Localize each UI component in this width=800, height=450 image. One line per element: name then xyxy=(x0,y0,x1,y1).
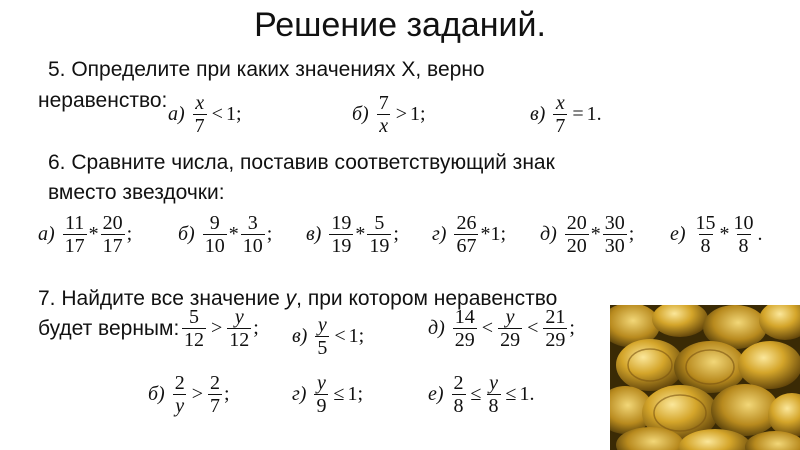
denominator: 19 xyxy=(369,235,390,257)
task6-text-line1: 6. Сравните числа, поставив соответствующий знак xyxy=(48,151,555,174)
relation: > xyxy=(191,383,203,405)
denominator: 29 xyxy=(454,329,475,351)
denominator: 30 xyxy=(604,235,625,257)
fraction-b xyxy=(101,212,125,257)
fraction-3 xyxy=(543,306,567,351)
end: ; xyxy=(253,317,259,339)
denominator: 20 xyxy=(566,235,587,257)
task7-d-label: д) xyxy=(428,317,445,339)
numerator: y xyxy=(489,372,498,394)
end: ; xyxy=(393,223,399,245)
fraction xyxy=(314,372,328,417)
star-and-rhs: *1; xyxy=(480,223,507,245)
fraction xyxy=(315,314,329,359)
numerator: 26 xyxy=(456,212,477,234)
task7-item-e xyxy=(428,372,535,417)
rhs: 1; xyxy=(410,103,426,125)
numerator: x xyxy=(555,92,565,114)
fraction-2 xyxy=(498,306,522,351)
star: * xyxy=(590,223,601,245)
task5-item-b xyxy=(352,92,426,137)
relation: > xyxy=(395,103,407,125)
relation: < xyxy=(334,325,346,347)
numerator: x xyxy=(195,92,205,114)
task7-item-g xyxy=(292,372,363,417)
task7-item-b xyxy=(148,372,230,417)
denominator: 7 xyxy=(194,115,205,137)
task7-text-start: 7. Найдите все значение xyxy=(38,287,286,310)
end: ; xyxy=(126,223,133,245)
task6-item-v xyxy=(306,212,399,257)
task5-b-fraction xyxy=(377,92,391,137)
task5-item-v xyxy=(530,92,602,137)
numerator: y xyxy=(505,306,515,328)
denominator: 8 xyxy=(738,235,749,257)
task7-text-var: у xyxy=(285,287,297,310)
task6-item-a xyxy=(38,212,132,257)
task7-v-label: в) xyxy=(292,325,308,347)
task5-v-fraction xyxy=(553,92,567,137)
fraction-a xyxy=(329,212,353,257)
end: ; xyxy=(224,383,230,405)
numerator: 10 xyxy=(733,212,754,234)
denominator: 5 xyxy=(317,337,328,359)
denominator: 29 xyxy=(500,329,521,351)
task5-text-line2: неравенство: xyxy=(38,89,168,112)
task5-b-label: б) xyxy=(352,103,369,125)
fraction-2 xyxy=(487,372,501,417)
relation-1: ≤ xyxy=(470,383,482,405)
end: ; xyxy=(266,223,273,245)
denominator: 7 xyxy=(210,395,220,417)
task6-v-label: в) xyxy=(306,223,322,245)
rhs: 1. xyxy=(586,103,602,125)
numerator: y xyxy=(317,372,326,394)
relation-2: < xyxy=(527,317,539,339)
denominator: x xyxy=(379,115,389,137)
numerator: 7 xyxy=(378,92,389,114)
rhs: 1. xyxy=(519,383,535,405)
numerator: 9 xyxy=(209,212,220,234)
denominator: 10 xyxy=(242,235,263,257)
task7-text-end: , при котором неравенство xyxy=(296,287,558,310)
relation: = xyxy=(572,103,584,125)
slide-title: Решение заданий. xyxy=(254,6,546,44)
task7-g-label: г) xyxy=(292,383,307,405)
denominator: 19 xyxy=(331,235,352,257)
fraction-b xyxy=(367,212,391,257)
star: * xyxy=(88,223,99,245)
task6-item-g xyxy=(432,212,506,257)
denominator: 29 xyxy=(545,329,566,351)
fraction-a xyxy=(454,212,478,257)
relation: > xyxy=(211,317,223,339)
denominator: 17 xyxy=(102,235,123,257)
task7-item-v xyxy=(292,314,364,359)
task6-e-label: е) xyxy=(670,223,686,245)
fraction-a xyxy=(565,212,589,257)
denominator: 12 xyxy=(229,329,250,351)
relation-2: ≤ xyxy=(505,383,517,405)
task7-text-line2: будет верным: xyxy=(38,317,180,340)
fraction-1 xyxy=(182,306,206,351)
star: * xyxy=(719,223,730,245)
denominator: y xyxy=(175,395,185,417)
numerator: 3 xyxy=(247,212,258,234)
numerator: 19 xyxy=(331,212,352,234)
task6-a-label: а) xyxy=(38,223,55,245)
fraction-1 xyxy=(452,372,466,417)
numerator: 2 xyxy=(453,372,464,394)
numerator: 5 xyxy=(374,212,385,234)
task6-d-label: д) xyxy=(540,223,557,245)
numerator: 14 xyxy=(454,306,475,328)
fraction-1 xyxy=(453,306,477,351)
task6-item-e xyxy=(670,212,763,257)
star: * xyxy=(355,223,366,245)
denominator: 67 xyxy=(456,235,477,257)
task6-g-label: г) xyxy=(432,223,447,245)
task7-b-label: б) xyxy=(148,383,165,405)
task7-item-a xyxy=(180,306,259,351)
rhs: 1; xyxy=(347,383,364,405)
task7-e-label: е) xyxy=(428,383,444,405)
task5-a-label: а) xyxy=(168,103,185,125)
fraction-2 xyxy=(208,372,222,417)
numerator: y xyxy=(234,306,244,328)
denominator: 10 xyxy=(204,235,225,257)
task7-item-d xyxy=(428,306,575,351)
rhs: 1; xyxy=(225,103,242,125)
fraction-b xyxy=(603,212,627,257)
rhs: 1; xyxy=(348,325,365,347)
end: ; xyxy=(569,317,575,339)
fraction-a xyxy=(694,212,718,257)
fraction-2 xyxy=(227,306,251,351)
numerator: y xyxy=(317,314,327,336)
task6-item-b xyxy=(178,212,272,257)
denominator: 17 xyxy=(64,235,85,257)
task5-a-fraction xyxy=(193,92,207,137)
numerator: 2 xyxy=(174,372,185,394)
numerator: 15 xyxy=(695,212,716,234)
task6-item-d xyxy=(540,212,634,257)
fraction-b xyxy=(241,212,265,257)
task5-text-line1: 5. Определите при каких значениях Х, верно xyxy=(48,58,485,81)
numerator: 5 xyxy=(189,306,199,328)
star: * xyxy=(228,223,239,245)
gold-coins-image xyxy=(610,305,800,450)
numerator: 2 xyxy=(210,372,220,394)
numerator: 20 xyxy=(566,212,587,234)
end: ; xyxy=(628,223,635,245)
numerator: 21 xyxy=(545,306,566,328)
numerator: 30 xyxy=(604,212,625,234)
denominator: 8 xyxy=(453,395,464,417)
numerator: 20 xyxy=(102,212,123,234)
relation: < xyxy=(211,103,223,125)
fraction-1 xyxy=(173,372,187,417)
denominator: 9 xyxy=(316,395,327,417)
task5-v-label: в) xyxy=(530,103,546,125)
relation-1: < xyxy=(481,317,494,339)
task5-item-a xyxy=(168,92,242,137)
task6-b-label: б) xyxy=(178,223,195,245)
fraction-b xyxy=(732,212,756,257)
numerator: 11 xyxy=(65,212,85,234)
denominator: 8 xyxy=(488,395,499,417)
task6-text-line2: вместо звездочки: xyxy=(48,181,225,204)
fraction-a xyxy=(63,212,87,257)
fraction-a xyxy=(203,212,227,257)
end: . xyxy=(757,223,763,245)
denominator: 7 xyxy=(555,115,566,137)
denominator: 12 xyxy=(184,329,204,351)
denominator: 8 xyxy=(700,235,711,257)
relation: ≤ xyxy=(333,383,345,405)
gold-coins-illustration xyxy=(610,305,800,450)
